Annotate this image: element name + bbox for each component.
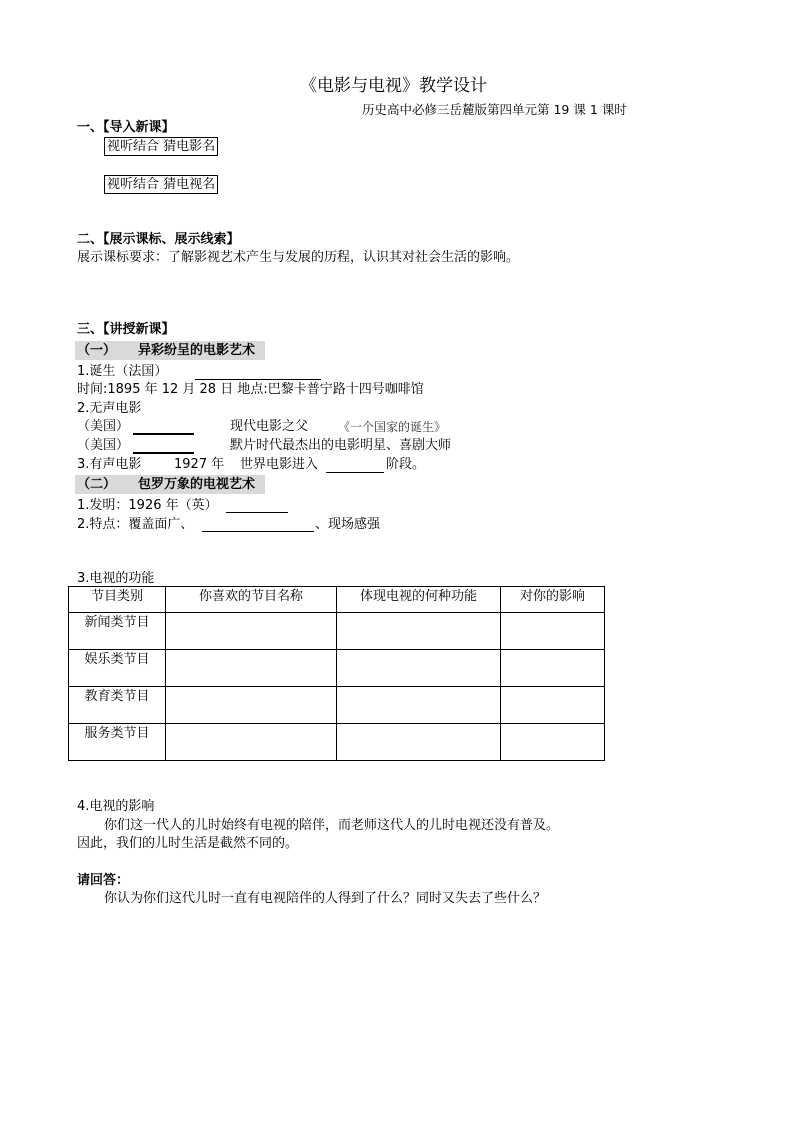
father-of-film-text: 现代电影之父 — [230, 419, 309, 434]
silent-film-label: 2.无声电影 — [77, 401, 142, 416]
world-film-enters: 世界电影进入 — [240, 457, 319, 472]
section-2-heading: 二、【展示课标、展示线索】 — [77, 232, 240, 247]
curriculum-requirement: 展示课标要求：了解影视艺术产生与发展的历程，认识其对社会生活的影响。 — [77, 250, 520, 265]
film-birth-blank — [195, 367, 321, 380]
guess-movie-box: 视听结合 猜电影名 — [104, 137, 218, 156]
tv-influence-line-1: 你们这一代人的儿时始终有电视的陪伴，而老师这代人的儿时电视还没有普及。 — [104, 818, 560, 833]
film-title: 《一个国家的诞生》 — [338, 420, 447, 434]
row-category: 服务类节目 — [69, 724, 166, 761]
function-cell[interactable] — [337, 724, 501, 761]
film-birth-label: 1.诞生（法国） — [77, 364, 168, 379]
function-cell[interactable] — [337, 613, 501, 650]
lesson-subtitle: 历史高中必修三岳麓版第四单元第 19 课 1 课时 — [362, 102, 627, 117]
table-row — [69, 650, 605, 687]
tv-feature-tail: 、现场感强 — [315, 517, 381, 532]
film-birth-time-place: 时间:1895 年 12 月 28 日 地点:巴黎卡普宁路十四号咖啡馆 — [77, 382, 424, 397]
function-cell[interactable] — [337, 687, 501, 724]
table-header-row — [69, 587, 605, 613]
favorite-cell[interactable] — [166, 724, 337, 761]
row-category: 娱乐类节目 — [69, 650, 166, 687]
header-function: 体现电视的何种功能 — [337, 587, 501, 613]
part-2-label: （二） — [77, 477, 117, 492]
table-row — [69, 724, 605, 761]
row-category: 教育类节目 — [69, 687, 166, 724]
tv-feature-label: 2.特点：覆盖面广、 — [77, 517, 194, 532]
sound-film-label: 3.有声电影 — [77, 457, 142, 472]
influence-cell[interactable] — [501, 650, 605, 687]
answer-question: 你认为你们这代儿时一直有电视陪伴的人得到了什么？同时又失去了些什么？ — [104, 891, 547, 906]
us-label-2: （美国） — [77, 438, 130, 453]
guess-tv-box: 视听结合 猜电视名 — [104, 175, 218, 194]
tv-function-heading: 3.电视的功能 — [77, 571, 155, 586]
tv-influence-heading: 4.电视的影响 — [77, 799, 155, 814]
header-influence: 对你的影响 — [501, 587, 605, 613]
silent-star-text: 默片时代最杰出的电影明星、喜剧大师 — [230, 438, 452, 453]
section-3-heading: 三、【讲授新课】 — [77, 322, 175, 337]
row-category: 新闻类节目 — [69, 613, 166, 650]
part-2-heading — [75, 475, 265, 494]
answer-heading: 请回答： — [77, 873, 130, 888]
influence-cell[interactable] — [501, 724, 605, 761]
header-category: 节目类别 — [69, 587, 166, 613]
section-1-heading: 一、【导入新课】 — [77, 120, 175, 135]
tv-function-table — [68, 586, 605, 761]
table-row — [69, 687, 605, 724]
tv-influence-line-2: 因此，我们的儿时生活是截然不同的。 — [77, 836, 299, 851]
influence-cell[interactable] — [501, 687, 605, 724]
page-title: 《电影与电视》教学设计 — [300, 76, 487, 96]
part-1-heading — [75, 341, 265, 360]
feature-blank — [202, 519, 314, 532]
tv-invention: 1.发明：1926 年（英） — [77, 498, 218, 513]
favorite-cell[interactable] — [166, 687, 337, 724]
influence-cell[interactable] — [501, 613, 605, 650]
part-1-label: （一） — [77, 343, 117, 358]
table-row — [69, 613, 605, 650]
sound-film-year: 1927 年 — [174, 457, 225, 472]
favorite-cell[interactable] — [166, 650, 337, 687]
header-favorite: 你喜欢的节目名称 — [166, 587, 337, 613]
us-label-1: （美国） — [77, 419, 130, 434]
part-2-title: 包罗万象的电视艺术 — [138, 477, 256, 492]
stage-blank — [326, 460, 384, 473]
favorite-cell[interactable] — [166, 613, 337, 650]
part-1-title: 异彩纷呈的电影艺术 — [138, 343, 256, 358]
inventor-blank — [226, 500, 288, 513]
star-blank — [133, 440, 194, 454]
function-cell[interactable] — [337, 650, 501, 687]
father-blank — [133, 421, 194, 435]
stage-text: 阶段。 — [386, 457, 426, 472]
